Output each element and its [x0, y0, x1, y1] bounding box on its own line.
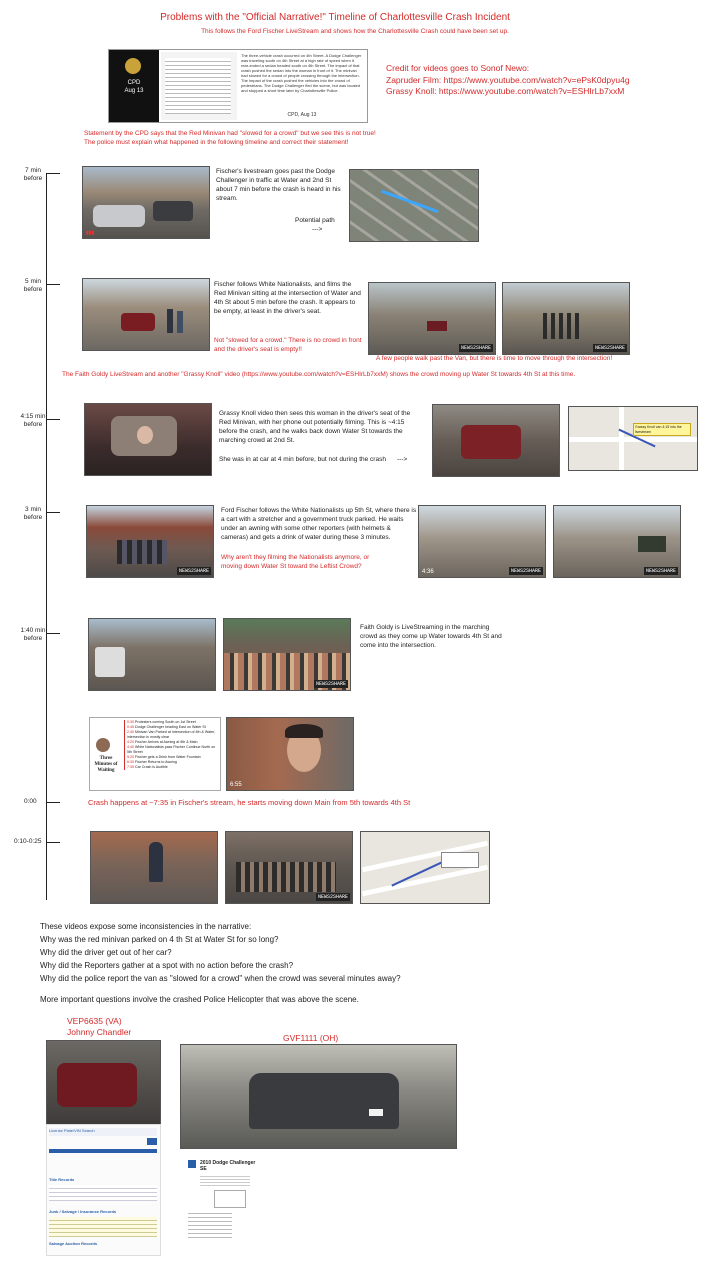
sec3-red-text: Why aren't they filming the Nationalists anymore, or moving down Water St toward the Leftist Crowd?	[221, 554, 370, 570]
waiting-list	[124, 720, 221, 770]
aerial-roads	[350, 170, 478, 241]
timeline-line	[46, 173, 47, 900]
statement-line-1: Statement by the CPD says that the Red Minivan had "slowed for a crowd" but we see this is not true!	[84, 130, 376, 137]
timeline-tick-0	[46, 802, 60, 803]
damaged-minivan	[57, 1063, 137, 1107]
selfie-timestamp: 6:55	[230, 782, 242, 788]
waiting-item-time: 5:20	[127, 755, 134, 759]
sec0-text: Crash happens at ~7:35 in Fischer's stream, he starts moving down Main from 5th towards 4th St	[88, 798, 411, 807]
photo-5th-street	[86, 505, 214, 578]
left-title-records: Title Records	[49, 1177, 75, 1182]
sec415-text: Grassy Knoll video then sees this woman in the driver's seat of the Red Minivan, with her phone out potentially filming. This is ~4:15 before the crash, and he walks back down Water St towards the marching crowd at 2nd St.	[219, 410, 411, 444]
stream-watermark: ▮▮▮	[86, 230, 95, 236]
search-button[interactable]	[147, 1138, 157, 1145]
challenger-car	[249, 1073, 399, 1129]
goldy-note: The Faith Goldy LiveStream and another "Grassy Knoll" video (https://www.youtube.com/watch?v=ESHIrLb7xxM) shows the crowd moving up Water St towards 4th St at this time.	[62, 371, 576, 378]
map-grassy-knoll	[568, 406, 698, 471]
crashed-van	[461, 425, 521, 459]
waiting-item-text: Car Crash is Audible	[135, 765, 168, 769]
waiting-item	[127, 765, 221, 770]
map-crash-route	[360, 831, 490, 904]
left-owner: Johnny Chandler	[67, 1027, 132, 1037]
news2share-badge-5: NEWS2SHARE	[645, 568, 676, 574]
left-junk-records: Junk / Salvage / Insurance Records	[49, 1209, 117, 1214]
crowd-walking	[543, 313, 583, 339]
timeline-7min: 7 min before	[23, 167, 43, 182]
photo-main-street-crash	[90, 831, 218, 904]
photo-minivan-damaged	[46, 1040, 161, 1125]
page-subtitle: This follows the Ford Fischer LiveStream and shows how the Charlottesville Crash could have been set up.	[201, 28, 509, 35]
page-title: Problems with the "Official Narrative!" Timeline of Charlottesville Crash Incident	[160, 12, 510, 23]
waiting-item-time: 6:30	[127, 760, 134, 764]
timeline-415min: 4:15 min before	[20, 413, 46, 428]
right-car-doc	[184, 1156, 294, 1242]
driver-face	[137, 426, 153, 444]
sec5-red-text: Not "slowed for a crowd." There is no crowd in front and the driver's seat is empty!!	[214, 337, 362, 353]
person-2	[177, 311, 183, 333]
sec5-caption: A few people walk past the Van, but there is time to move through the intersection!	[376, 355, 613, 362]
questions-more: More important questions involve the crashed Police Helicopter that was above the scene.	[40, 995, 359, 1004]
question-3: Why did the Reporters gather at a spot with no action before the crash?	[40, 961, 294, 970]
map-road-v	[619, 407, 624, 470]
cpd-page-thumb	[161, 52, 237, 120]
cpd-dark-panel	[109, 50, 159, 122]
waiting-title: Three Minutes of Waiting	[94, 756, 118, 773]
timeline-3min: 3 min before	[23, 506, 43, 521]
waiting-item-text: Protesters coming South on 1st Street	[135, 720, 196, 724]
questions-intro: These videos expose some inconsistencies in the narrative:	[40, 922, 252, 931]
map-marker	[441, 852, 479, 868]
cpd-article-text: The three-vehicle crash occurred on 4th Street. A Dodge Challenger was traveling south on 4th Street at a high rate of speed when it rear-ended a sedan headed south on 4th Street. The impact of that crash pushed the sedan into the woman in front of it. The minivan had slowed for a crowd of people crossing through the intersection. The impact of the crash pushed the vehicles into the crowd of pedestrians. The Dodge Challenger fled the scene, but was located and stopped a short time later by Charlottesville Police.	[241, 53, 362, 93]
street-photo-challenger	[82, 166, 210, 239]
sec3-text: Ford Fischer follows the White Nationalists up 5th St, where there is a cart with a stretcher and a government truck parked. He waits under an awning with some other reporters (with helmets & cameras) and gets a drink of water during these 3 minutes.	[221, 507, 417, 541]
waiting-item-text: Fischer gets a Drink from Water Fountain	[135, 755, 201, 759]
waiting-item-text: Minivan Van Parked at Intersection of 4th & Water, intersection is mostly clear	[127, 730, 216, 739]
photo-dodge-challenger	[180, 1044, 457, 1149]
photo-crash-aftermath	[225, 831, 353, 904]
timeline-tick-140	[46, 633, 60, 634]
photo-woman-driver	[84, 403, 212, 476]
timeline-tick-7	[46, 173, 60, 174]
photo-street-main	[88, 618, 216, 691]
aerial-map-path	[349, 169, 479, 242]
selfie-hair	[285, 724, 323, 738]
news2share-badge-4: NEWS2SHARE	[510, 568, 541, 574]
waiting-item-time: 2:40	[127, 730, 134, 734]
waiting-item-time: 7:35	[127, 765, 134, 769]
left-plate: VEP6635 (VA)	[67, 1016, 122, 1026]
sec415-text2: She was in at car at 4 min before, but not during the crash	[219, 456, 386, 463]
sec7-text: Fischer's livestream goes past the Dodge Challenger in traffic at Water and 2nd St about 7 min before the crash is heard in his stream.	[216, 168, 341, 202]
person-1	[167, 309, 173, 333]
van-distant	[427, 321, 447, 331]
credits-zapruder-link[interactable]: Zapruder Film: https://www.youtube.com/watch?v=ePsK0dpyu4g	[386, 74, 630, 85]
waiting-item	[127, 730, 221, 740]
left-records-doc	[46, 1124, 161, 1256]
plate-box	[214, 1190, 246, 1208]
question-1: Why was the red minivan parked on 4 th St at Water St for so long?	[40, 935, 279, 944]
thumb-lines	[165, 58, 231, 114]
right-car-trim: SE	[200, 1166, 207, 1172]
waiting-list-card	[89, 717, 221, 791]
photo-van-intersection-1	[368, 282, 496, 355]
news2share-badge-6: NEWS2SHARE	[315, 681, 346, 687]
right-plate: GVF1111 (OH)	[283, 1033, 339, 1043]
map-note: Grassy Knoll van 4:15 into the livestream	[633, 423, 691, 436]
silver-car	[93, 205, 145, 227]
sec7-arrow: --->	[312, 226, 323, 233]
dark-car	[153, 201, 193, 221]
car-doc-lines	[200, 1174, 250, 1186]
timeline-tick-415	[46, 419, 60, 420]
cpd-label: CPD	[127, 80, 141, 86]
timeline-5min: 5 min before	[23, 278, 43, 293]
news2share-badge-3: NEWS2SHARE	[178, 568, 209, 574]
timeline-tick-010	[46, 842, 60, 843]
sec5-text: Fischer follows White Nationalists, and films the Red Minivan sitting at the intersection of Water and 4th St about 5 min before the crash. It appears to be empty, at least in the driver's seat.	[214, 281, 361, 315]
sec7-path-label: Potential path	[295, 217, 335, 224]
spec-lines	[188, 1210, 232, 1240]
waiting-item	[127, 745, 221, 755]
waiting-item-time: 0:45	[127, 725, 134, 729]
map-road-h	[569, 437, 697, 442]
waiting-item-text: Dodge Challenger heading East on Water St	[135, 725, 206, 729]
person-running	[149, 842, 163, 882]
timeline-tick-5	[46, 284, 60, 285]
credits-grassy-knoll-link[interactable]: Grassy Knoll: https://www.youtube.com/watch?v=ESHIrLb7xxM	[386, 86, 625, 96]
photo-marching-crowd	[223, 618, 351, 691]
table-rows-2	[49, 1217, 157, 1237]
cpd-date: Aug 13	[124, 88, 144, 94]
timeline-010: 0:10-0:25	[14, 838, 42, 845]
waiting-item-text: Fischer Returns to Awning	[135, 760, 177, 764]
cpd-badge-icon	[125, 58, 141, 74]
questions-block	[40, 920, 690, 1006]
sec3-timestamp: 4:36	[422, 569, 434, 575]
sec415-arrow: --->	[397, 456, 408, 463]
cpd-caption: CPD, Aug 13	[287, 112, 317, 118]
parked-van	[95, 647, 125, 677]
news2share-badge: NEWS2SHARE	[460, 345, 491, 351]
right-car-name: 2010 Dodge Challenger	[200, 1160, 256, 1166]
credits-block	[386, 63, 686, 98]
truck	[638, 536, 666, 552]
left-salvage-records: Salvage Auction Records	[49, 1241, 98, 1246]
waiting-item-text: Fischer Arrives at Awning at 5th & Main	[135, 740, 198, 744]
timeline-140min: 1:40 min before	[20, 627, 46, 642]
blue-bar	[49, 1149, 157, 1153]
license-plate	[369, 1109, 383, 1116]
question-2: Why did the driver get out of her car?	[40, 948, 172, 957]
statement-block	[84, 129, 684, 147]
news2share-badge-7: NEWS2SHARE	[317, 894, 348, 900]
table-rows-1	[49, 1185, 157, 1201]
left-search-label: License Plate/VIN Search	[49, 1128, 95, 1133]
photo-crash-scene	[432, 404, 560, 477]
statement-line-2: The police must explain what happened in the following timeline and correct their statement!	[84, 139, 349, 146]
dodge-logo-icon	[188, 1160, 196, 1168]
avatar	[96, 738, 110, 752]
credits-line-1: Credit for videos goes to Sonof Newo:	[386, 63, 530, 73]
search-bar	[49, 1128, 157, 1136]
photo-awning-2	[553, 505, 681, 578]
photo-red-minivan	[82, 278, 210, 351]
timeline-tick-3	[46, 512, 60, 513]
crowd-aftermath	[236, 862, 336, 892]
waiting-item-time: 4:20	[127, 740, 134, 744]
photo-awning-1	[418, 505, 546, 578]
photo-van-intersection-2	[502, 282, 630, 355]
waiting-item-text: White Nationalists pass Fischer Continue North on 5th Street	[127, 745, 216, 754]
waiting-item-time: 0:30	[127, 720, 134, 724]
sec140-text: Faith Goldy is LiveStreaming in the marching crowd as they come up Water towards 4th St and come into the intersection.	[360, 624, 502, 649]
reporters-group	[117, 540, 167, 564]
left-plate-label	[67, 1016, 131, 1038]
minivan	[121, 313, 155, 331]
waiting-item-time: 4:40	[127, 745, 134, 749]
question-4: Why did the police report the van as "slowed for a crowd" when the crowd was several minutes away?	[40, 974, 401, 983]
photo-selfie	[226, 717, 354, 791]
news2share-badge-2: NEWS2SHARE	[594, 345, 625, 351]
cpd-card	[108, 49, 368, 123]
timeline-0: 0:00	[24, 798, 37, 805]
